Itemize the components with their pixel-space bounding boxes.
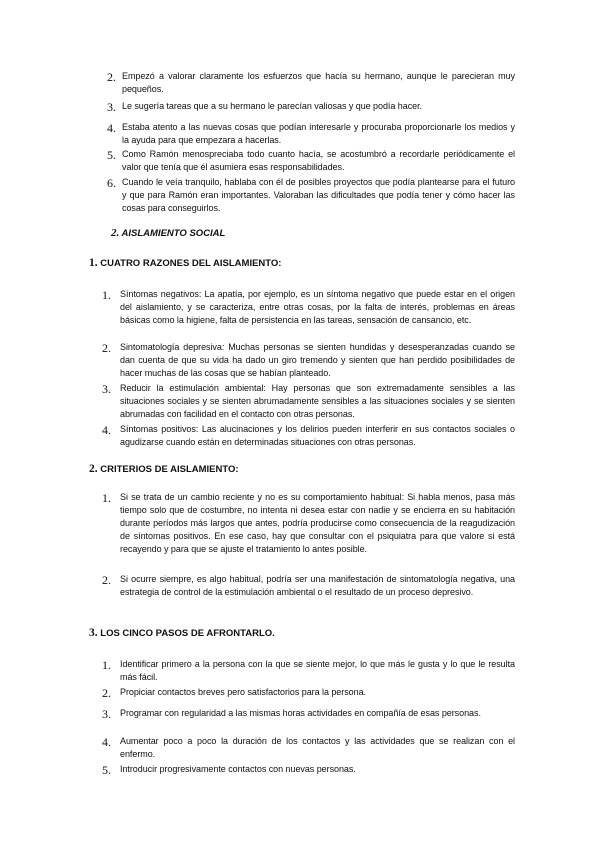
list-number: 4. (102, 735, 111, 749)
subsection-number: 3. (89, 627, 98, 639)
list-number: 5. (102, 763, 111, 777)
subsection-number: 1. (89, 257, 98, 269)
list-number: 2. (102, 573, 111, 587)
list-number: 1. (102, 658, 111, 672)
list-text: Síntomas positivos: Las alucinaciones y los delirios pueden interferir en sus contactos sociales o agudizarse cuando están en determinadas situaciones con otras personas. (120, 424, 515, 447)
section-title: AISLAMIENTO SOCIAL (121, 228, 226, 239)
section-heading (111, 227, 225, 239)
subsection-heading (89, 257, 281, 269)
list-number: 2. (102, 341, 111, 355)
list-text: Propiciar contactos breves pero satisfactorios para la persona. (120, 687, 366, 697)
list-text: Síntomas negativos: La apatía, por ejemplo, es un síntoma negativo que puede estar en el origen del aislamiento, y se caracteriza, entre otras cosas, por la falta de interés, problemas en áreas básicas como la higiene, falta de persistencia en las tareas, sensación de cansancio, etc. (120, 289, 515, 325)
list-text: Empezó a valorar claramente los esfuerzos que hacía su hermano, aunque le parecieran muy pequeños. (122, 71, 515, 94)
list-text: Si se trata de un cambio reciente y no es su comportamiento habitual: Si habla menos, pasa más tiempo solo que de costumbre, no intenta ni desea estar con nadie y se encierra en su habitación durante períodos más largos que antes, podría producirse como consecuencia de la reagudización de síntomas positivos. En ese caso, hay que consultar con el psiquiatra para que valore si está recayendo y para que se ajuste el tratamiento lo antes posible. (120, 492, 515, 554)
list-text: Si ocurre siempre, es algo habitual, podría ser una manifestación de sintomatología negativa, una estrategia de control de la estimulación ambiental o el resultado de un proceso depresivo. (120, 574, 515, 597)
list-number: 2. (107, 70, 116, 84)
list-text: Introducir progresivamente contactos con nuevas personas. (120, 764, 356, 774)
list-text: Cuando le veía tranquilo, hablaba con él de posibles proyectos que podía plantearse para el futuro y que para Ramón eran importantes. Valoraban las dificultades que podía tener y cómo hacer las cosas para conseguirlos. (122, 177, 515, 213)
list-text: Le sugería tareas que a su hermano le parecían valiosas y que podía hacer. (122, 101, 422, 111)
list-number: 4. (107, 121, 116, 135)
list-number: 5. (107, 148, 116, 162)
list-number: 1. (102, 491, 111, 505)
list-text: Programar con regularidad a las mismas horas actividades en compañía de esas personas. (120, 708, 481, 718)
list-text: Como Ramón menospreciaba todo cuanto hacía, se acostumbró a recordarle periódicamente el valor que tenía que él asumiera esas responsabilidades. (122, 149, 515, 172)
list-number: 3. (107, 100, 116, 114)
list-number: 4. (102, 423, 111, 437)
list-number: 3. (102, 382, 111, 396)
list-text: Identificar primero a la persona con la que se siente mejor, lo que más le gusta y lo que le resulta más fácil. (120, 659, 515, 682)
subsection-heading (89, 463, 239, 475)
list-text: Estaba atento a las nuevas cosas que podían interesarle y procuraba proporcionarle los medios y la ayuda para que empezara a hacerlas. (122, 122, 515, 145)
list-number: 2. (102, 686, 111, 700)
list-text: Aumentar poco a poco la duración de los contactos y las actividades que se realizan con el enfermo. (120, 736, 515, 759)
section-number: 2. (111, 227, 120, 239)
subsection-title: CRITERIOS DE AISLAMIENTO: (100, 464, 239, 475)
list-text: Reducir la estimulación ambiental: Hay personas que son extremadamente sensibles a las situaciones sociales y se sienten abrumadamente sensibles a las situaciones sociales y se sienten abrumadas con facilidad en el contacto con otras personas. (120, 383, 515, 419)
list-number: 1. (102, 288, 111, 302)
subsection-title: CUATRO RAZONES DEL AISLAMIENTO: (100, 258, 282, 269)
list-number: 6. (107, 176, 116, 190)
subsection-number: 2. (89, 463, 98, 475)
subsection-heading (89, 627, 275, 639)
list-number: 3. (102, 707, 111, 721)
subsection-title: LOS CINCO PASOS DE AFRONTARLO. (100, 628, 275, 639)
list-text: Sintomatología depresiva: Muchas personas se sienten hundidas y desesperanzadas cuando se dan cuenta de que su vida ha dado un giro tremendo y sienten que han perdido posibilidades de hacer muchas de las cosas que se habían planteado. (120, 342, 515, 378)
